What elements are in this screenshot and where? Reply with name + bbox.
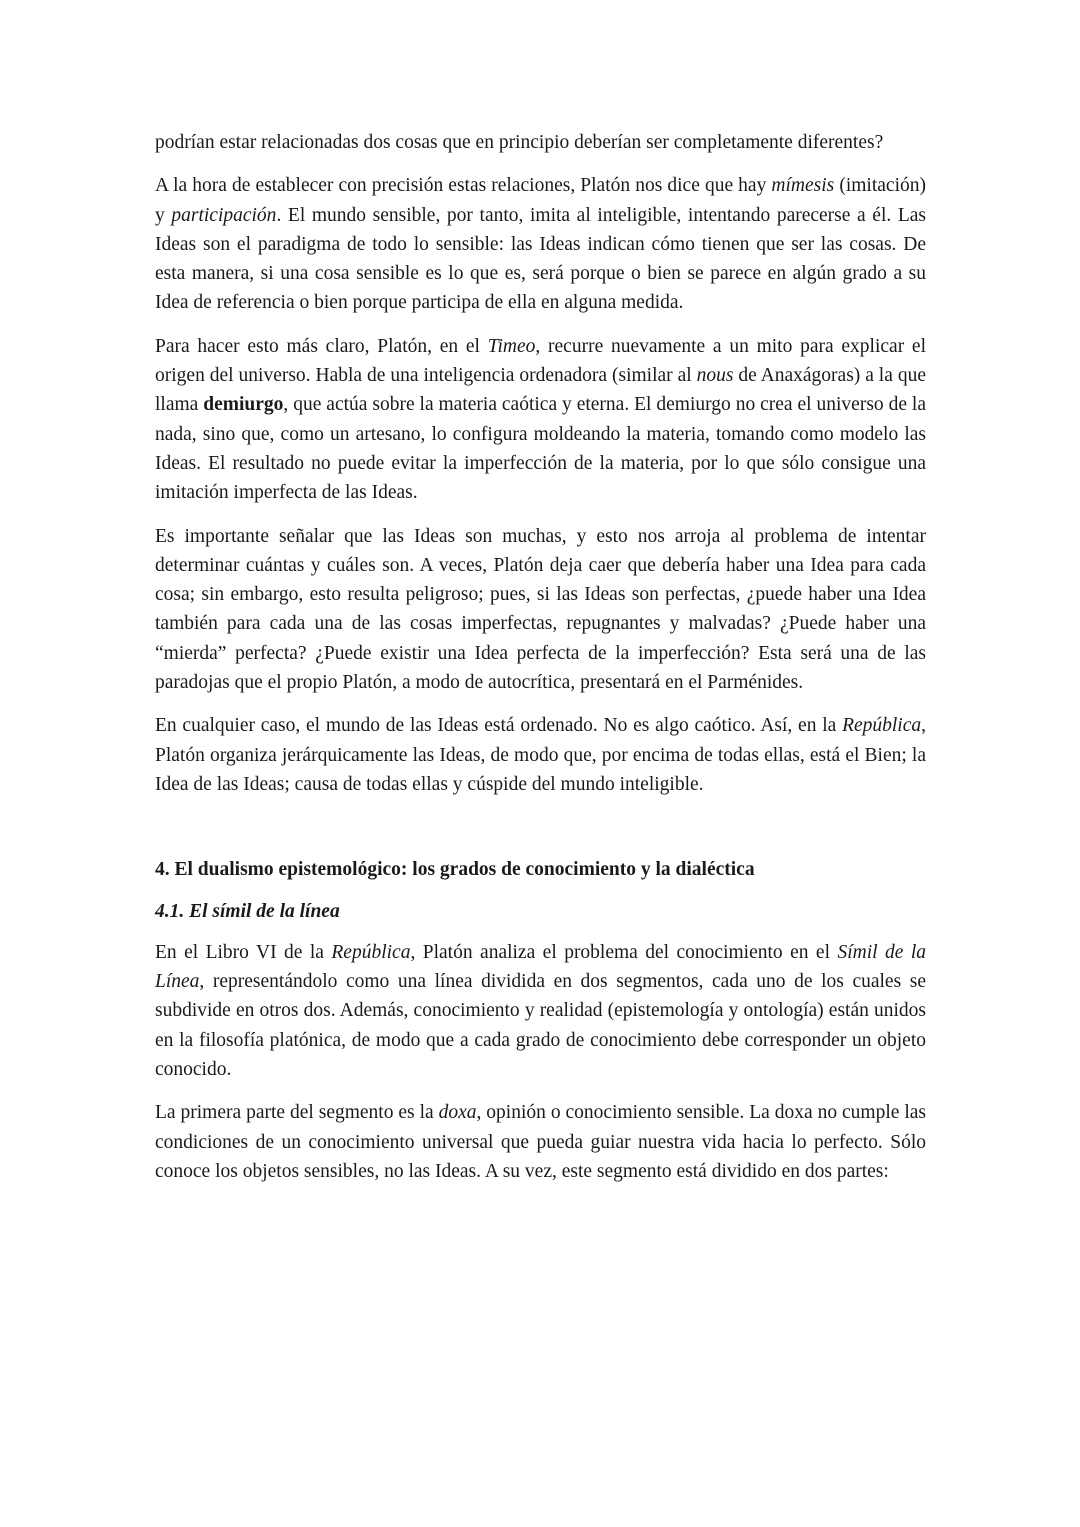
paragraph-text: Para hacer esto más claro, Platón, en el <box>155 335 488 357</box>
paragraph-1 <box>155 128 926 157</box>
paragraph-text: (imitación) y <box>155 175 926 226</box>
paragraph-text: , que actúa sobre la materia caótica y eterna. El demiurgo no crea el universo de la nada, sino que, como un artesano, lo configura moldeando la materia, tomando como modelo las Ideas. El resultado no puede evitar la imperfección de la materia, por lo que sólo consigue una imitación imperfecta de las Ideas. <box>155 394 926 504</box>
paragraph-5 <box>155 711 926 799</box>
paragraph-text: La primera parte del segmento es la <box>155 1102 439 1124</box>
bold-term-demiurgo: demiurgo <box>203 394 284 416</box>
section-heading: 4. El dualismo epistemológico: los grados de conocimiento y la dialéctica <box>155 859 755 881</box>
paragraph-7 <box>155 1098 926 1186</box>
paragraph-text: , Platón analiza el problema del conocimiento en el <box>410 941 838 963</box>
paragraph-text: , opinión o conocimiento sensible. La doxa no cumple las condiciones de un conocimiento universal que pueda guiar nuestra vida hacia lo perfecto. Sólo conoce los objetos sensibles, no las Ideas. A su vez, este segmento está dividido en dos partes: <box>155 1102 926 1182</box>
subsection-heading: 4.1. El símil de la línea <box>155 900 340 922</box>
document-page <box>155 128 926 1200</box>
paragraph-text: podrían estar relacionadas dos cosas que en principio deberían ser completamente diferentes? <box>155 132 884 153</box>
paragraph-2 <box>155 171 926 317</box>
italic-title-simil: Símil de la Línea <box>155 941 926 993</box>
paragraph-text: A la hora de establecer con precisión estas relaciones, Platón nos dice que hay <box>155 175 772 197</box>
italic-term-mimesis: mímesis <box>771 175 835 197</box>
paragraph-3 <box>155 332 926 508</box>
paragraph-text: . El mundo sensible, por tanto, imita al inteligible, intentando parecerse a él. Las Ideas son el paradigma de todo lo sensible: las Ideas indican cómo tienen que ser las cosas. De esta manera, si una cosa sensible es lo que es, será porque o bien se parece en algún grado a su Idea de referencia o bien porque participa de ella en alguna medida. <box>155 204 926 314</box>
paragraph-text: , representándolo como una línea dividida en dos segmentos, cada uno de los cuales se subdivide en otros dos. Además, conocimiento y realidad (epistemología y ontología) están unidos en la filosofía platónica, de modo que a cada grado de conocimiento debe corresponder un objeto conocido. <box>155 971 926 1081</box>
italic-term-doxa: doxa <box>438 1102 477 1124</box>
italic-title-timeo: Timeo <box>487 335 536 357</box>
paragraph-text: de Anaxágoras) a la que llama <box>155 365 926 416</box>
italic-term-nous: nous <box>696 365 734 387</box>
paragraph-text: , Platón organiza jerárquicamente las Ideas, de modo que, por encima de todas ellas, está el Bien; la Idea de las Ideas; causa de todas ellas y cúspide del mundo inteligible. <box>155 715 926 795</box>
paragraph-text: En el Libro VI de la <box>155 941 332 963</box>
paragraph-4 <box>155 522 926 698</box>
italic-title-republica: República <box>331 941 411 963</box>
italic-title-republica: República <box>842 715 922 737</box>
paragraph-text: Es importante señalar que las Ideas son muchas, y esto nos arroja al problema de intentar determinar cuántas y cuáles son. A veces, Platón deja caer que debería haber una Idea para cada cosa; sin embargo, esto resulta peligroso; pues, si las Ideas son perfectas, ¿puede haber una Idea también para cada una de las cosas imperfectas, repugnantes y malvadas? ¿Puede haber una “mierda” perfecta? ¿Puede existir una Idea perfecta de la imperfección? Esta será una de las paradojas que el propio Platón, a modo de autocrítica, presentará en el Parménides. <box>155 525 926 694</box>
paragraph-6 <box>155 938 926 1084</box>
italic-term-participacion: participación <box>171 204 277 226</box>
paragraph-text: , recurre nuevamente a un mito para explicar el origen del universo. Habla de una inteligencia ordenadora (similar al <box>155 335 927 387</box>
paragraph-text: En cualquier caso, el mundo de las Ideas está ordenado. No es algo caótico. Así, en la <box>155 715 843 737</box>
